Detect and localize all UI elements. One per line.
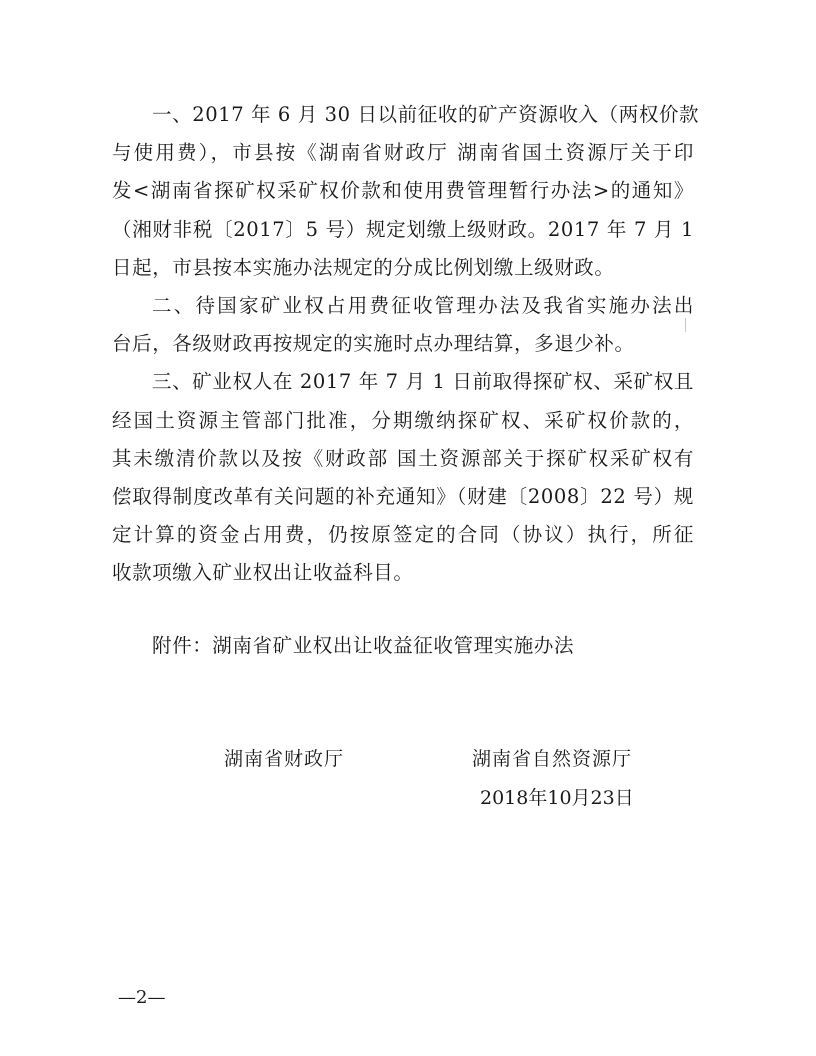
paragraph-1-line-4: （湘财非税〔2017〕5 号）规定划缴上级财政。2017 年 7 月 1: [112, 217, 694, 241]
paragraph-1-line-1: 一、2017 年 6 月 30 日以前征收的矿产资源收入（两权价款: [152, 103, 700, 126]
paragraph-2-line-2: 台后，各级财政再按规定的实施时点办理结算，多退少补。: [112, 332, 635, 356]
signature-natural-resources-department: 湖南省自然资源厅: [472, 748, 633, 770]
paragraph-3-line-6: 收款项缴入矿业权出让收益科目。: [112, 561, 414, 585]
paragraph-3-line-4: 偿取得制度改革有关问题的补充通知》（财建〔2008〕22 号）规: [112, 484, 694, 508]
paragraph-1-line-5: 日起，市县按本实施办法规定的分成比例划缴上级财政。: [112, 255, 615, 279]
paragraph-3-line-2: 经国土资源主管部门批准，分期缴纳探矿权、采矿权价款的，: [112, 408, 694, 432]
scan-artifact: [685, 318, 686, 332]
paragraph-1-line-3: 发<湖南省探矿权采矿权价款和使用费管理暂行办法>的通知》: [112, 179, 694, 203]
attachment-note: 附件：湖南省矿业权出让收益征收管理实施办法: [152, 634, 575, 657]
paragraph-2-line-1: 二、待国家矿业权占用费征收管理办法及我省实施办法出: [152, 293, 694, 317]
page-number: —2—: [118, 987, 166, 1008]
paragraph-3-line-5: 定计算的资金占用费，仍按原签定的合同（协议）执行，所征: [112, 523, 694, 547]
signature-date: 2018年10月23日: [480, 787, 634, 809]
document-body: [112, 96, 700, 592]
paragraph-3-line-1: 三、矿业权人在 2017 年 7 月 1 日前取得探矿权、采矿权且: [152, 370, 694, 394]
paragraph-3-line-3: 其未缴清价款以及按《财政部 国土资源部关于探矿权采矿权有: [112, 446, 694, 470]
signature-finance-department: 湖南省财政厅: [224, 748, 345, 770]
paragraph-1-line-2: 与使用费），市县按《湖南省财政厅 湖南省国土资源厅关于印: [112, 141, 694, 165]
